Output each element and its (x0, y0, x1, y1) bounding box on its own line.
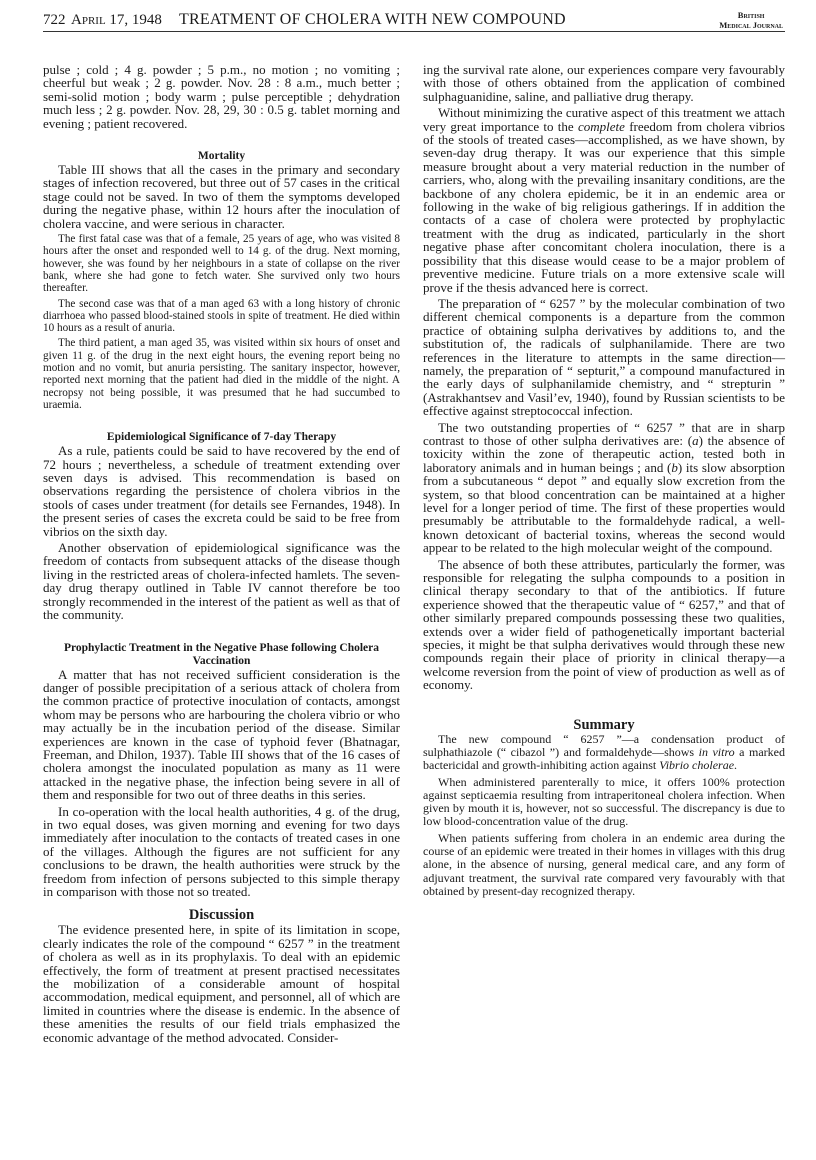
page-number: 722 (43, 12, 66, 28)
header-rule (43, 31, 785, 32)
text-run: freedom from cholera vibrios of the stools of treated cases—accomplished, as we have shown, by seven-day drug therapy. It was our experience that this simple measure brought about a very material reduction in the number of carriers, who, along with the prevailing insanitary conditions, are the backbone of any cholera epidemic, be it in an endemic area or following in the wake of big religious gatherings. If in addition the contacts of a case of cholera were protected by prophylactic treatment with the drug as indicated, particularly in the short negative phase after concomitant cholera inoculation, there is a possibility that this disease would cease to be a major problem of preventive medicine. Future trials on a more extensive scale will prove if the thesis advanced here is correct. (423, 118, 785, 295)
text-run: Table III shows that all the cases in the primary and secondary stages of infection recovered, but three out of 57 cases in the critical stage could not be saved. In two of them the symptoms developed during the negative phase, within 12 hours after the inoculation of cholera vaccine, and were serious in character. (43, 162, 400, 231)
text-run: A matter that has not received sufficient consideration is the danger of possible precipitation of a serious attack of cholera from the common practice of protective inoculation of contacts, amongst whom may be persons who are harbouring the cholera vibrio or who may actually be in the incubation period of the disease. Similar experiences are known in the case of typhoid fever (Bhatnagar, Freeman, and Dhilon, 1937). Table III shows that of the 16 cases of cholera amongst the inoculated population as many as 11 were attacked in the negative phase, the infection being severe in all of them and responsible for two out of three deaths in this series. (43, 666, 400, 803)
text-run: The first fatal case was that of a female, 25 years of age, who was visited 8 hours after the onset and responded well to 14 g. of the drug. Next morning, however, she was found by her neighbours in a state of collapse on the river bank, where she had gone to fetch water. She survived only two hours thereafter. (43, 233, 400, 295)
paragraph (423, 63, 785, 103)
text-run: The evidence presented here, in spite of its limitation in scope, clearly indicates the role of the compound “ 6257 ” in the treatment of cholera as well as in its prophylaxis. To deal with an epidemic effectively, the form of treatment at present practised necessitates the mobilization of a considerable amount of hospital accommodation, medical equipment, and personnel, all of which are limited in countries where the disease is endemic. In the absence of these amenities the results of our field trials emphasized the economic advantage of the method advocated. Consider- (43, 922, 400, 1045)
text-run: ) its slow absorption from a subcutaneous “ depot ” and equally slow excretion from the system, so that blood concentration can be maintained at a higher level for a longer period of time. The first of these properties would presumably be attributable to the formaldehyde radical, a well-known detoxicant of bacterial toxins, whereas the second would appear to be related to the high molecular weight of the compound. (423, 459, 785, 556)
paragraph (423, 558, 785, 692)
paragraph (43, 923, 400, 1044)
running-header (43, 8, 785, 32)
paragraph (43, 298, 400, 335)
section-heading-summary: Summary (573, 716, 635, 733)
paragraph (43, 63, 400, 130)
italic-text: Vibrio cholerae (659, 758, 735, 773)
text-run: The second case was that of a man aged 63 with a long history of chronic diarrhoea who passed blood-stained stools in spite of treatment. He died within 10 hours as a result of anuria. (43, 297, 400, 335)
text-run: The third patient, a man aged 35, was visited within six hours of onset and given 11 g. of the drug in the next eight hours, the evening report being no motion and no vomit, but anuria persisting. The sanitary inspector, however, reported next morning that the patient had died in the middle of the night. A necropsy not being possible, it was presumed that he had succumbed to uraemia. (43, 337, 400, 411)
italic-text: complete (577, 118, 625, 134)
text-run: ing the survival rate alone, our experiences compare very favourably with those of others obtained from the application of combined sulphaguanidine, saline, and palliative drug therapy. (423, 62, 785, 104)
journal-name-line2: Medical Journal (719, 20, 783, 30)
section-heading-prophylactic: Prophylactic Treatment in the Negative Phase following Cholera Vaccination (63, 641, 380, 667)
paragraph (43, 444, 400, 538)
section-heading-discussion: Discussion (188, 907, 255, 924)
text-run: The absence of both these attributes, particularly the former, was responsible for relegating the sulpha compounds to a position in clinical therapy secondary to that of the antibiotics. If future experience showed that the therapeutic value of “ 6257,” and that of other similarly prepared compounds possessing these two qualities, extends over a wider field of pathogenetically important bacterial species, it might be that sulpha derivatives would through these new compounds regain their place of priority in clinical therapy—a welcome reversion from the point of view of production as well as of economy. (423, 556, 785, 693)
italic-text: in vitro (698, 744, 735, 759)
italic-text: a (692, 432, 699, 448)
paragraph (43, 233, 400, 294)
paragraph (423, 776, 785, 829)
text-run: pulse ; cold ; 4 g. powder ; 5 p.m., no motion ; no vomiting ; cheerful but weak ; 2 g. powder. Nov. 28 : 8 a.m., much better ; semi-solid motion ; body warm ; pulse perceptible ; dehydration much less ; 2 g. powder. Nov. 28, 29, 30 : 0.5 g. tablet morning and evening ; patient recovered. (43, 62, 400, 131)
paragraph (43, 668, 400, 802)
paragraph (43, 163, 400, 230)
text-run: The preparation of “ 6257 ” by the molecular combination of two different chemical components is a departure from the common practice of obtaining sulpha derivatives by additions to, and the substitution of, the radicals of sulphanilamide. There are two references in the literature to attempts in the same direction—namely, the preparation of “ septurit,” a compound manufactured in the early days of sulphanilamide chemistry, and “ strepturin ” (Astrakhantsev and Vasil’ev, 1940), found by Russian scientists to be effective against streptococcal infection. (423, 295, 785, 419)
paragraph (423, 106, 785, 294)
text-run: As a rule, patients could be said to have recovered by the end of 72 hours ; nevertheless, a schedule of treatment extending over seven days is advised. This recommendation is based on observations regarding the persistence of cholera vibrios in the stools of cases under treatment (for details see Fernandes, 1948). In the present series of cases the excreta could be said to be free from vibrios on the sixth day. (43, 443, 400, 539)
issue-date: April 17, 1948 (71, 12, 162, 28)
text-run: When administered parenterally to mice, it offers 100% protection against septicaemia resulting from intraperitoneal cholera infection. When given by mouth it is, however, not so successful. The discrepancy is due to low blood-concentration value of the drug. (423, 774, 785, 829)
paragraph (423, 832, 785, 898)
paragraph (43, 337, 400, 411)
italic-text: b (671, 459, 678, 475)
text-run: Another observation of epidemiological significance was the freedom of contacts from subsequent attacks of the disease though living in the restricted areas of cholera-infected hamlets. The seven-day drug therapy outlined in Table IV cannot therefore be too strongly recommended in the interest of the patient as well as that of the community. (43, 540, 400, 623)
paragraph (423, 421, 785, 555)
text-run: When patients suffering from cholera in an endemic area during the course of an epidemic were treated in their homes in villages with this drug alone, in the absence of nursing, general medical care, and any form of adjuvant treatment, the survival rate compared very favourably with that obtained by present-day recognized therapy. (423, 830, 785, 898)
text-run: . (734, 758, 738, 773)
journal-name-line1: British (737, 10, 765, 20)
text-run: a marked bactericidal and growth-inhibiting action against (423, 744, 785, 773)
text-run: The new compound “ 6257 ”—a condensation product of sulphathiazole (“ cibazol ”) and formaldehyde—shows (423, 731, 785, 759)
text-run: The two outstanding properties of “ 6257 ” that are in sharp contrast to those of other sulpha derivatives are: ( (423, 419, 785, 448)
journal-name (719, 10, 783, 30)
text-run: Without minimizing the curative aspect of this treatment we attach very great importance to the (423, 105, 785, 134)
text-run: In co-operation with the local health authorities, 4 g. of the drug, in two equal doses, was given morning and evening for two days immediately after inoculation to the contacts of treated cases in one of the villages. Although the figures are not sufficient for any conclusions to be drawn, the health authorities were struck by the freedom from infection of persons subjected to this simple therapy in comparison with those not so treated. (43, 803, 400, 899)
section-heading-epidemiological: Epidemiological Significance of 7-day Therapy (106, 431, 337, 444)
article-title: TREATMENT OF CHOLERA WITH NEW COMPOUND (179, 11, 566, 28)
section-heading-mortality: Mortality (197, 150, 246, 163)
paragraph (423, 297, 785, 418)
paragraph (423, 733, 785, 773)
right-column (423, 63, 785, 901)
paragraph (43, 541, 400, 621)
text-run: ) the absence of toxicity within the zone of therapeutic action, tested both in laboratory animals and in human beings ; and ( (423, 432, 786, 475)
paragraph (43, 805, 400, 899)
left-column (43, 63, 400, 1047)
